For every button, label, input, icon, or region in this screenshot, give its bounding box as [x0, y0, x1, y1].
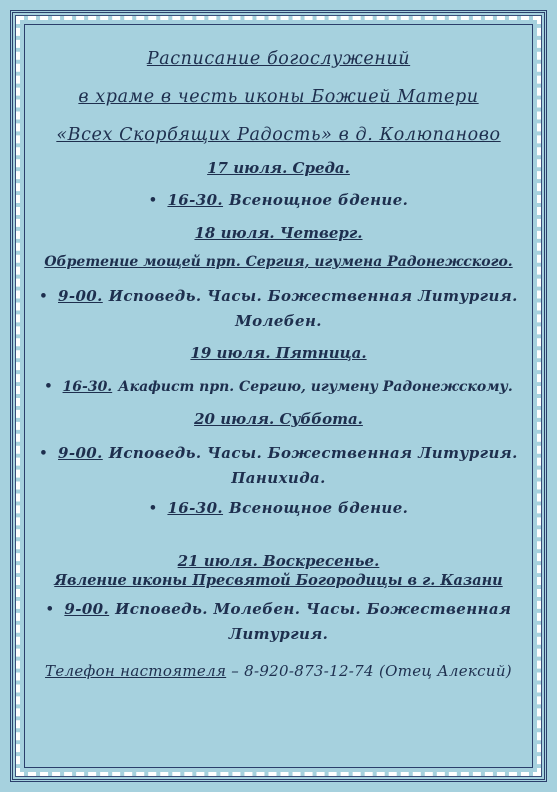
title-line-2: в храме в честь иконы Божией Матери: [78, 87, 479, 107]
bullet-icon: •: [44, 379, 53, 394]
contact-label: Телефон настоятеля: [45, 662, 227, 680]
service-text: Акафист прп. Сергию, игумену Радонежскому.: [118, 379, 513, 395]
title-line-3: «Всех Скорбящих Радость» в д. Колюпаново: [56, 125, 501, 145]
bullet-icon: •: [148, 501, 158, 516]
service-text: Всенощное бдение.: [229, 191, 409, 209]
schedule-document: [30, 40, 527, 682]
service-item: [30, 496, 527, 521]
service-time: 9-00.: [58, 287, 103, 305]
service-item: [30, 188, 527, 213]
phone-number[interactable]: 8-920-873-12-74: [244, 662, 374, 680]
service-time: 9-00.: [64, 600, 110, 618]
contact-line: [30, 660, 527, 682]
day-heading: 19 июля. Пятница.: [190, 344, 367, 362]
feast-title: Обретение мощей прп. Сергия, игумена Радонежского.: [44, 254, 513, 270]
service-item: [30, 284, 527, 333]
service-item: [30, 441, 527, 490]
service-text: Исповедь. Молебен. Часы. Божественная Литургия.: [115, 600, 512, 643]
service-item: [30, 375, 527, 399]
feast-title: Явление иконы Пресвятой Богородицы в г. Казани: [54, 572, 503, 589]
title-line-1: Расписание богослужений: [146, 49, 411, 69]
bullet-icon: •: [39, 289, 48, 304]
service-time: 16-30.: [62, 379, 113, 395]
contact-name: (Отец Алексий): [373, 662, 512, 680]
bullet-icon: •: [45, 602, 55, 617]
day-heading: 18 июля. Четверг.: [194, 224, 363, 242]
bullet-icon: •: [148, 193, 158, 208]
service-time: 16-30.: [167, 191, 224, 209]
service-time: 9-00.: [58, 444, 103, 462]
service-time: 16-30.: [167, 499, 224, 517]
day-heading: 21 июля. Воскресенье.: [177, 552, 380, 570]
day-heading: 20 июля. Суббота.: [194, 410, 363, 428]
day-heading: 17 июля. Среда.: [207, 159, 350, 177]
service-text: Исповедь. Часы. Божественная Литургия. Молебен.: [108, 287, 518, 330]
contact-separator: –: [226, 662, 245, 680]
service-text: Всенощное бдение.: [229, 499, 409, 517]
service-item: [30, 597, 527, 646]
service-text: Исповедь. Часы. Божественная Литургия. Панихида.: [108, 444, 518, 487]
bullet-icon: •: [39, 446, 48, 461]
